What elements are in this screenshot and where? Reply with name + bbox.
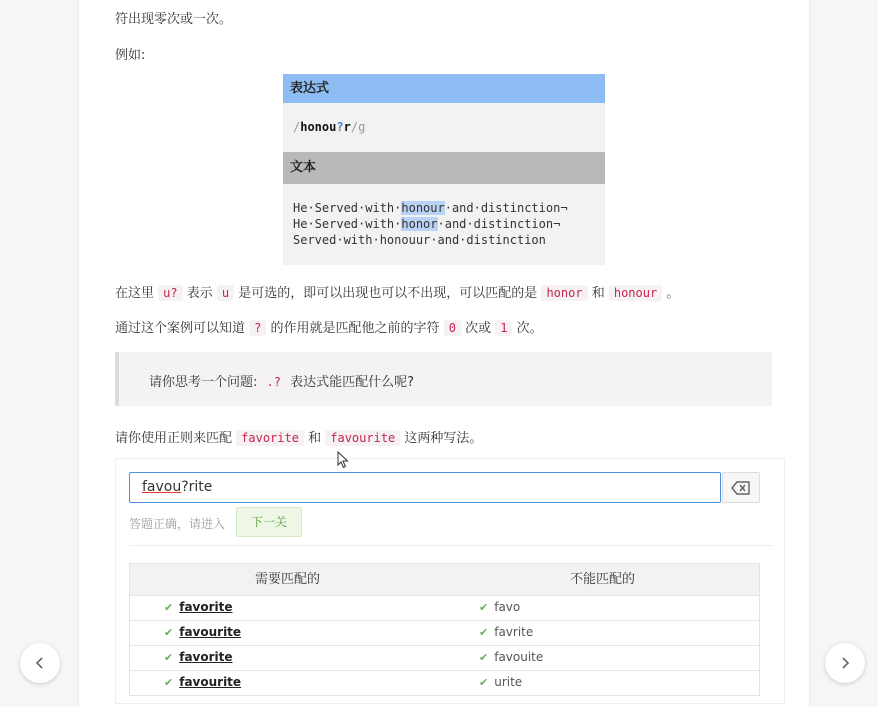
match-item: favourite [179,675,242,689]
summary-paragraph: 通过这个案例可以知道 ? 的作用就是匹配他之前的字符 0 次或 1 次。 [115,321,543,336]
chevron-right-icon [837,655,853,671]
status-text: 答题正确，请进入 [129,517,226,531]
check-icon: ✔ [164,651,174,664]
table-row [130,595,759,620]
table-row [130,645,759,670]
text-header: 文本 [283,152,605,184]
nomatch-item: favo [494,600,521,614]
exercise-panel [115,458,785,704]
regex-illustration [283,74,605,265]
next-level-button[interactable]: 下一关 [236,507,302,537]
check-icon: ✔ [479,676,489,689]
match-item: favorite [179,600,233,614]
regex-input[interactable]: favou?rite [129,472,721,503]
check-icon: ✔ [164,626,174,639]
check-icon: ✔ [479,601,489,614]
lesson-page [78,0,810,707]
clear-input-button[interactable] [722,472,760,503]
nomatch-item: urite [494,675,523,689]
nomatch-item: favouite [494,650,544,664]
next-page-button[interactable] [825,643,865,683]
match-item: favourite [179,625,242,639]
table-header [130,564,759,595]
table-row [130,670,759,695]
explain-paragraph: 在这里 u? 表示 u 是可选的，即可以出现也可以不出现，可以匹配的是 honor 和 honour 。 [115,286,680,301]
prev-page-button[interactable] [20,643,60,683]
expression-value: /honou?r/g [293,120,366,134]
sample-line-3: Served·with·honouur·and·distinction [293,233,546,247]
check-icon: ✔ [164,676,174,689]
test-table [129,563,760,696]
backspace-icon [731,481,751,495]
col-header-match: 需要匹配的 [254,572,320,587]
think-quote [115,352,772,406]
nomatch-item: favrite [494,625,534,639]
sample-line-2: He·Served·with·honor·and·distinction¬ [293,217,561,231]
check-icon: ✔ [479,651,489,664]
check-icon: ✔ [164,601,174,614]
divider [129,545,773,546]
task-paragraph: 请你使用正则来匹配 favorite 和 favourite 这两种写法。 [115,431,483,446]
check-icon: ✔ [479,626,489,639]
match-item: favorite [179,650,233,664]
sample-line-1: He·Served·with·honour·and·distinction¬ [293,201,568,215]
intro-line: 符出现零次或一次。 [115,12,233,27]
col-header-nomatch: 不能匹配的 [569,572,635,587]
quote-text: 请你思考一个问题: .? 表达式能匹配什么呢? [149,375,415,390]
mouse-cursor-icon [337,451,349,469]
expression-header: 表达式 [283,74,605,103]
table-row [130,620,759,645]
example-label: 例如: [115,48,146,63]
chevron-left-icon [32,655,48,671]
